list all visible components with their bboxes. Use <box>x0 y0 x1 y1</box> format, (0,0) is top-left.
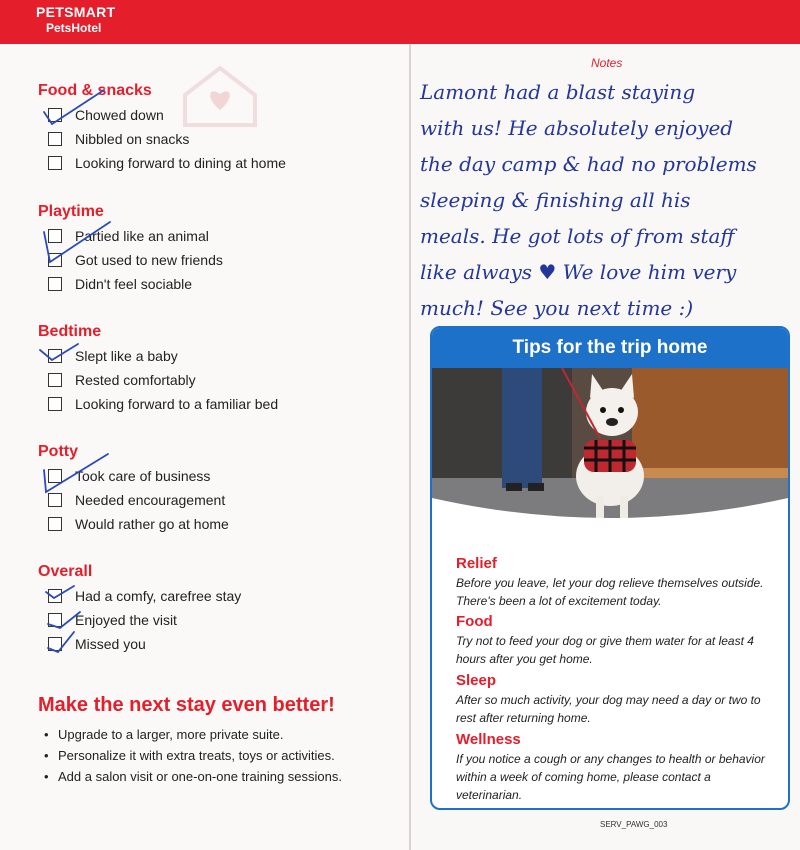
item-label: Had a comfy, carefree stay <box>75 588 242 604</box>
check-mark-comfy <box>46 586 74 598</box>
footer-code: SERV_PAWG_003 <box>600 820 668 829</box>
dog-photo-illustration <box>432 368 788 518</box>
tip-text: Before you leave, let your dog relieve themselves outside. There's been a lot of excitement today. <box>456 576 764 608</box>
tip-heading: Wellness <box>456 731 521 748</box>
section-title: Potty <box>38 443 78 460</box>
note-line: sleeping & finishing all his <box>420 188 691 212</box>
item-label: Rested comfortably <box>75 372 196 388</box>
check-mark-chowed <box>44 90 104 124</box>
note-line: Lamont had a blast staying <box>420 80 696 104</box>
item-label: Got used to new friends <box>75 252 223 268</box>
note-line: meals. He got lots of from staff <box>420 224 735 248</box>
dog-photo <box>432 368 788 518</box>
item-label: Would rather go at home <box>75 516 229 532</box>
note-line: like always ♥ We love him very <box>420 260 737 284</box>
item-label: Nibbled on snacks <box>75 131 190 147</box>
item-label: Looking forward to a familiar bed <box>75 396 279 412</box>
notes-label: Notes <box>591 56 623 70</box>
tip-heading: Sleep <box>456 672 497 689</box>
petshotel-label: PetsHotel <box>46 21 102 35</box>
tip-text: If you notice a cough or any changes to health or behavior within a week of coming home, please contact a veterinarian. <box>456 752 765 802</box>
item-label: Took care of business <box>75 468 211 484</box>
note-line: with us! He absolutely enjoyed <box>420 116 734 140</box>
cta-bullet: • Upgrade to a larger, more private suite. <box>44 724 342 745</box>
item-label: Chowed down <box>75 107 164 123</box>
item-label: Looking forward to dining at home <box>75 155 286 171</box>
tip-heading: Relief <box>456 555 497 572</box>
item-label: Partied like an animal <box>75 228 209 244</box>
item-label: Enjoyed the visit <box>75 612 177 628</box>
tip-text: After so much activity, your dog may need a day or two to rest after returning home. <box>456 693 761 725</box>
tip-food <box>456 612 776 668</box>
section-title: Overall <box>38 563 93 580</box>
photo-curve <box>432 498 788 538</box>
right-header-bar <box>410 0 800 44</box>
tips-title: Tips for the trip home <box>432 328 788 368</box>
check-mark-missed <box>48 632 74 652</box>
handwritten-checkmarks <box>0 0 410 700</box>
check-mark-partied <box>44 222 110 262</box>
section-title: Playtime <box>38 203 104 220</box>
cta-bullet: • Add a salon visit or one-on-one training sessions. <box>44 766 342 787</box>
check-mark-potty <box>44 454 108 492</box>
cta-bullets <box>44 724 342 787</box>
cta-title: Make the next stay even better! <box>38 694 335 716</box>
section-title: Food & snacks <box>38 82 152 99</box>
petsmart-logo: PETSMART <box>36 4 116 20</box>
tip-heading: Food <box>456 613 493 630</box>
check-mark-slept <box>40 344 78 360</box>
tip-text: Try not to feed your dog or give them water for at least 4 hours after you get home. <box>456 634 754 666</box>
tip-sleep <box>456 671 776 727</box>
cta-bullet: • Personalize it with extra treats, toys or activities. <box>44 745 342 766</box>
item-label: Slept like a baby <box>75 348 178 364</box>
item-label: Needed encouragement <box>75 492 226 508</box>
item-label: Didn't feel sociable <box>75 276 193 292</box>
note-line: the day camp & had no problems <box>420 152 757 176</box>
handwritten-notes <box>420 74 800 326</box>
check-mark-enjoyed <box>48 612 80 628</box>
tip-relief <box>456 554 776 610</box>
tip-wellness <box>456 730 776 804</box>
note-line: much! See you next time :) <box>420 296 694 320</box>
item-label: Missed you <box>75 636 146 652</box>
section-title: Bedtime <box>38 323 102 340</box>
tips-card <box>430 326 790 810</box>
